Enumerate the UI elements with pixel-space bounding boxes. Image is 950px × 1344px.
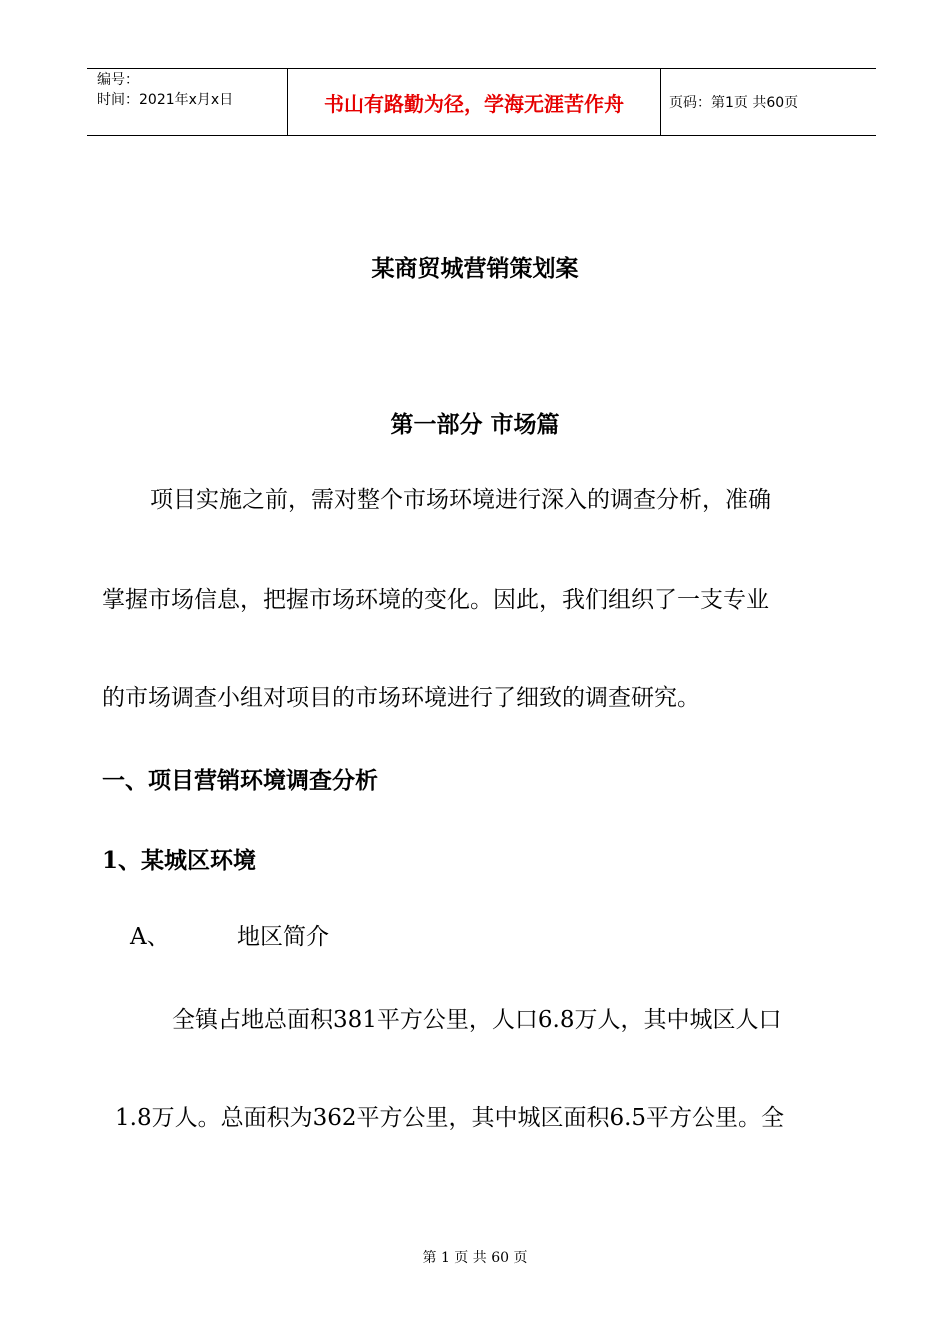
para-line-1: 全镇占地总面积381平方公里，人口6.8万人，其中城区人口: [172, 1007, 782, 1033]
para-line-2: 1.8万人。总面积为362平方公里，其中城区面积6.5平方公里。全: [115, 1105, 785, 1131]
footer-page-number: 第 1 页 共 60 页: [422, 1250, 528, 1266]
item-title: 地区简介: [237, 924, 329, 950]
part-title: 第一部分 市场篇: [390, 411, 560, 438]
header-number-label: 编号：: [97, 72, 139, 88]
item-label: A、: [130, 924, 170, 950]
header-time-label: 时间：2021年x月x日: [97, 92, 234, 108]
document-title: 某商贸城营销策划案: [371, 255, 579, 282]
section-heading: 一、项目营销环境调查分析: [102, 767, 378, 794]
intro-line-1: 项目实施之前，需对整个市场环境进行深入的调查分析，准确: [150, 487, 771, 513]
header-divider-right: [660, 68, 661, 136]
header-motto: 书山有路勤为径，学海无涯苦作舟: [324, 92, 624, 116]
header-bottom-rule: [87, 135, 876, 136]
intro-line-2: 掌握市场信息，把握市场环境的变化。因此，我们组织了一支专业: [102, 587, 769, 613]
subsection-heading: 1、某城区环境: [102, 847, 257, 874]
header-page-label: 页码：第1页 共60页: [669, 95, 799, 111]
header-top-rule: [87, 68, 876, 69]
intro-line-3: 的市场调查小组对项目的市场环境进行了细致的调查研究。: [102, 685, 700, 711]
